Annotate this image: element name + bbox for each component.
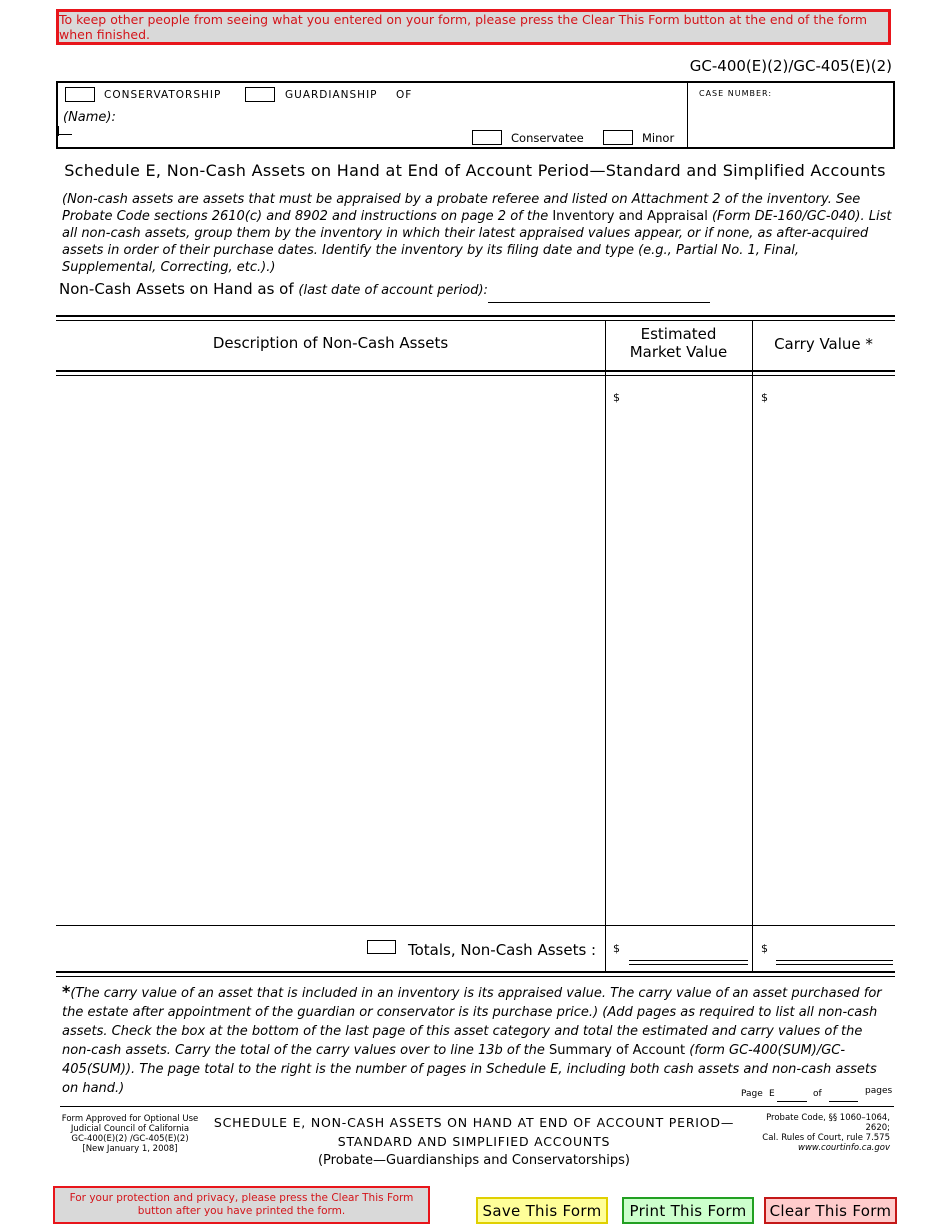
table-bottom-rule bbox=[56, 971, 895, 973]
footer-title bbox=[200, 1113, 748, 1170]
description-header: Description of Non-Cash Assets bbox=[212, 334, 449, 352]
guardianship-checkbox[interactable] bbox=[245, 87, 275, 102]
of-label-page: of bbox=[813, 1089, 822, 1099]
privacy-notice-banner bbox=[56, 9, 891, 45]
footnote-star: * bbox=[62, 982, 71, 1001]
footnote-part2: (form GC-400(SUM)/GC-405(SUM)). The page total to the right is the number of pages in Schedule E, including both cash assets and non-cash assets on hand.) bbox=[62, 1043, 877, 1096]
market-value-header bbox=[605, 325, 752, 361]
name-input-marker-base bbox=[58, 134, 72, 135]
as-of-sublabel: (last date of account period): bbox=[298, 283, 488, 298]
save-form-button[interactable]: Save This Form bbox=[476, 1197, 608, 1224]
footer-rule bbox=[60, 1106, 894, 1107]
table-top-rule-2 bbox=[56, 320, 895, 321]
carry-value-textarea[interactable] bbox=[770, 380, 893, 923]
of-label: OF bbox=[396, 89, 413, 101]
conservatee-checkbox[interactable] bbox=[472, 130, 502, 145]
schedule-title: Schedule E, Non-Cash Assets on Hand at End of Account Period—Standard and Simplified Accounts bbox=[64, 161, 886, 180]
footer-right-line: Cal. Rules of Court, rule 7.575 bbox=[762, 1133, 890, 1143]
as-of-row bbox=[59, 280, 488, 298]
footer-website: www.courtinfo.ca.gov bbox=[798, 1143, 890, 1153]
case-number-label: CASE NUMBER: bbox=[699, 89, 773, 98]
instructions-form-name: Inventory and Appraisal bbox=[552, 209, 708, 224]
print-privacy-notice bbox=[53, 1186, 430, 1224]
instructions-part1: (Non-cash assets are assets that must be appraised by a probate referee and listed on Attachment 2 of the inventory. See Probate Code sections 2610(c) and 8902 and instructions on page 2 of the bbox=[62, 192, 861, 224]
clear-form-button[interactable]: Clear This Form bbox=[764, 1197, 897, 1224]
instructions bbox=[62, 191, 894, 276]
column-divider-2 bbox=[752, 320, 753, 972]
conservatee-label: Conservatee bbox=[511, 131, 584, 145]
total-pages-input[interactable] bbox=[829, 1088, 858, 1102]
totals-market-currency: $ bbox=[613, 942, 620, 955]
totals-market-value-input[interactable] bbox=[629, 942, 748, 958]
header-bottom-rule-2 bbox=[56, 375, 895, 376]
market-value-currency: $ bbox=[613, 391, 620, 404]
footnote-part1: (The carry value of an asset that is included in an inventory is its appraised value. The carry value of an asset purchased for the estate after appointment of the guardian or conservator is its purchase price.) (Add pages as required to list all non-cash assets. Check the box at the bottom of the last page of this asset category and total the estimated and carry values of the non-cash assets. Carry the total of the carry values over to line 13b of the bbox=[62, 986, 882, 1058]
totals-carry-currency: $ bbox=[761, 942, 768, 955]
footer-left-line: Judicial Council of California bbox=[70, 1124, 190, 1134]
minor-label: Minor bbox=[642, 131, 675, 145]
totals-top-rule bbox=[56, 925, 895, 926]
column-divider-1 bbox=[605, 320, 606, 972]
footer-right bbox=[740, 1113, 890, 1153]
conservatorship-label: CONSERVATORSHIP bbox=[104, 89, 222, 101]
table-top-rule bbox=[56, 315, 895, 317]
footer-left-line: Form Approved for Optional Use bbox=[61, 1114, 199, 1124]
totals-market-underline bbox=[629, 960, 748, 961]
print-privacy-notice-text: For your protection and privacy, please press the Clear This Form button after you have printed the form. bbox=[69, 1192, 414, 1217]
footer-title-line3: (Probate—Guardianships and Conservatorships) bbox=[317, 1153, 630, 1168]
carry-value-header: Carry Value * bbox=[774, 335, 873, 353]
footer-title-line2: STANDARD AND SIMPLIFIED ACCOUNTS bbox=[337, 1134, 611, 1149]
totals-carry-underline bbox=[776, 960, 893, 961]
pages-label: pages bbox=[865, 1086, 893, 1096]
totals-carry-value-input[interactable] bbox=[776, 942, 893, 958]
footer-left bbox=[60, 1114, 200, 1154]
footer-right-line: Probate Code, §§ 1060–1064, bbox=[766, 1113, 890, 1123]
carry-value-currency: $ bbox=[761, 391, 768, 404]
caption-box bbox=[56, 81, 895, 149]
footnote-form-name: Summary of Account bbox=[549, 1043, 686, 1058]
as-of-label: Non-Cash Assets on Hand as of bbox=[59, 280, 294, 298]
as-of-date-input[interactable] bbox=[488, 302, 710, 303]
header-bottom-rule bbox=[56, 370, 895, 372]
totals-label: Totals, Non-Cash Assets : bbox=[408, 941, 597, 959]
page-prefix: E bbox=[769, 1089, 775, 1099]
market-value-header-line2: Market Value bbox=[629, 343, 728, 361]
totals-checkbox[interactable] bbox=[367, 940, 396, 954]
totals-market-underline-2 bbox=[629, 964, 748, 965]
carry-value-footnote bbox=[62, 982, 892, 1098]
description-textarea[interactable] bbox=[57, 378, 603, 923]
page-label: Page bbox=[741, 1089, 763, 1099]
footer-title-line1: SCHEDULE E, NON-CASH ASSETS ON HAND AT END OF ACCOUNT PERIOD— bbox=[213, 1115, 735, 1130]
footer-left-line: [New January 1, 2008] bbox=[82, 1144, 178, 1154]
conservatorship-checkbox[interactable] bbox=[65, 87, 95, 102]
market-value-header-line1: Estimated bbox=[640, 325, 717, 343]
minor-checkbox[interactable] bbox=[603, 130, 633, 145]
footer-left-line: GC-400(E)(2) /GC-405(E)(2) bbox=[71, 1134, 189, 1144]
form-number: GC-400(E)(2)/GC-405(E)(2) bbox=[689, 57, 892, 75]
name-label: (Name): bbox=[63, 110, 116, 125]
market-value-textarea[interactable] bbox=[622, 380, 750, 923]
totals-carry-underline-2 bbox=[776, 964, 893, 965]
instructions-part2: (Form DE-160/GC-040). List all non-cash assets, group them by the inventory in which their latest appraised values appear, or if none, as after-acquired assets in order of their purchase dates. Identify the inventory by its filing date and type (e.g., Partial No. 1, Final, Supplemental, Correcting, etc.).) bbox=[62, 209, 892, 275]
print-form-button[interactable]: Print This Form bbox=[622, 1197, 754, 1224]
privacy-notice-text: To keep other people from seeing what you entered on your form, please press the Clear This Form button at the end of the form when finished. bbox=[59, 12, 868, 42]
table-bottom-rule-2 bbox=[56, 976, 895, 977]
guardianship-label: GUARDIANSHIP bbox=[285, 89, 378, 101]
caption-divider bbox=[687, 83, 688, 147]
page-number-input[interactable] bbox=[777, 1088, 807, 1102]
footer-right-line: 2620; bbox=[865, 1123, 890, 1133]
